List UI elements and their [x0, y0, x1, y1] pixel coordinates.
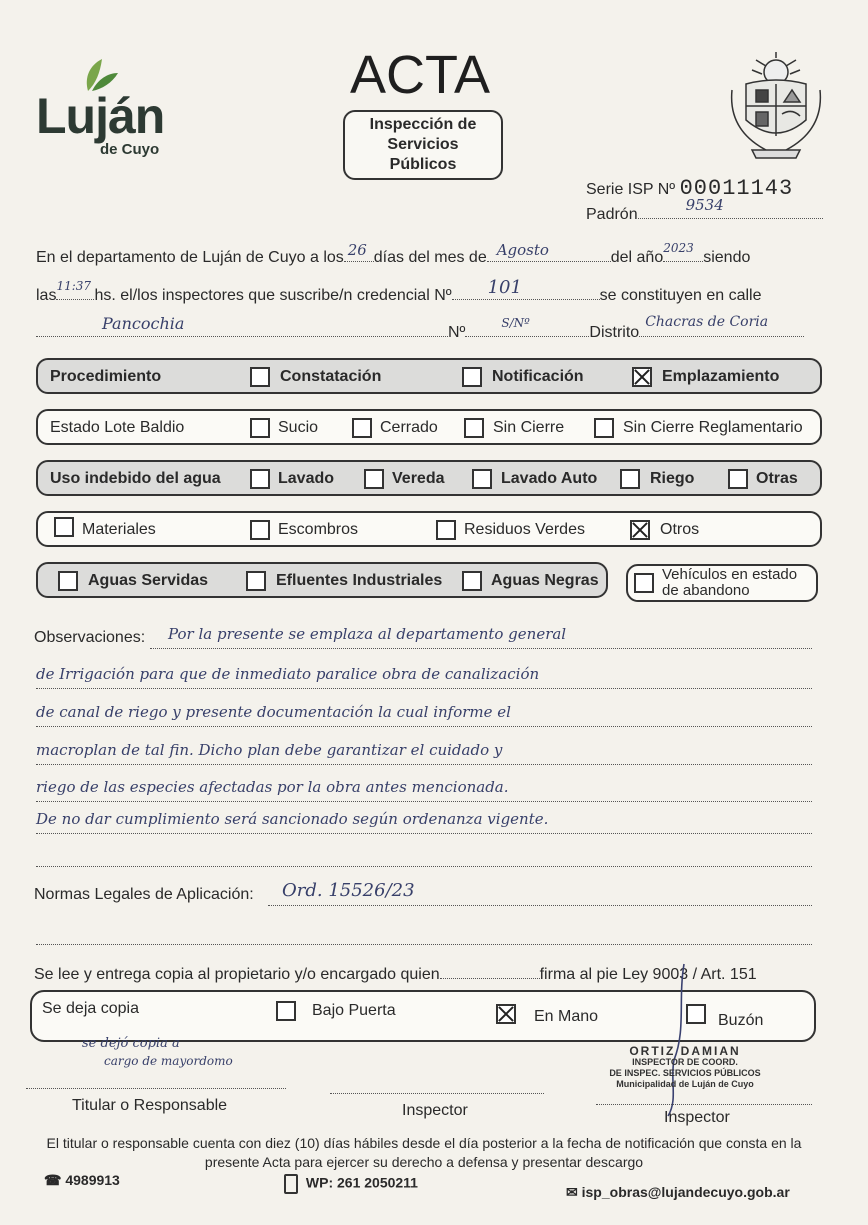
vehiculos-box — [626, 564, 818, 602]
inspector1-label: Inspector — [402, 1102, 468, 1119]
materiales-label: Materiales — [82, 521, 156, 538]
observaciones-label: Observaciones: — [34, 629, 146, 646]
agua-row — [36, 460, 822, 496]
padron-dots — [638, 196, 823, 219]
obs-dotted-line — [36, 866, 812, 867]
entrega-text-b: firma al pie Ley 9003 / Art. 151 — [539, 966, 757, 983]
num-label: Nº — [448, 324, 466, 341]
entrega-dots — [440, 964, 540, 979]
obs-dotted-line — [36, 801, 812, 802]
credencial-value: 101 — [487, 277, 522, 298]
vereda-checkbox[interactable] — [364, 469, 384, 489]
padron-label: Padrón — [586, 206, 638, 223]
otros-label: Otros — [660, 521, 700, 538]
copia-note-line2: cargo de mayordomo — [104, 1054, 233, 1068]
sucio-label: Sucio — [278, 419, 319, 436]
obs-line-1: Por la presente se emplaza al departamento general — [168, 625, 567, 643]
obs-line-5: riego de las especies afectadas por la obra antes mencionada. — [36, 778, 509, 796]
intro-line-3 — [36, 314, 804, 342]
phone-icon: ☎ — [44, 1172, 62, 1188]
signature-scribble-icon — [660, 960, 700, 1120]
stamp-name: ORTIZ DAMIAN — [629, 1044, 741, 1058]
mail-icon: ✉ — [566, 1184, 578, 1200]
num-field — [465, 316, 589, 337]
titular-signature-line — [26, 1088, 286, 1089]
inspector2-label: Inspector — [664, 1109, 730, 1126]
inspector1-signature-line — [330, 1093, 544, 1094]
entrega-line — [34, 964, 757, 984]
buzon-label: Buzón — [718, 1012, 764, 1029]
intro-text-g: se constituyen en calle — [599, 287, 762, 304]
distrito-label: Distrito — [589, 324, 640, 341]
credencial-field — [452, 277, 600, 300]
obs-dotted-line — [36, 726, 812, 727]
efluentes-label: Efluentes Industriales — [276, 572, 443, 589]
procedimiento-label: Procedimiento — [50, 368, 162, 385]
email-address: isp_obras@lujandecuyo.gob.ar — [581, 1184, 790, 1200]
lavado-checkbox[interactable] — [250, 469, 270, 489]
lavado-auto-label: Lavado Auto — [501, 470, 598, 487]
month-value: Agosto — [496, 241, 549, 259]
intro-line-1 — [36, 241, 751, 267]
sucio-checkbox[interactable] — [250, 418, 270, 438]
riego-label: Riego — [650, 470, 695, 487]
year-value: 2023 — [663, 241, 694, 255]
intro-text-b: días del mes de — [373, 249, 487, 266]
en-mano-checkbox[interactable] — [496, 1004, 516, 1024]
aguas-negras-label: Aguas Negras — [491, 572, 599, 589]
obs-dotted-line — [36, 688, 812, 689]
constatacion-label: Constatación — [280, 368, 382, 385]
logo-sub: de Cuyo — [100, 141, 160, 158]
intro-text-a: En el departamento de Luján de Cuyo a los — [36, 249, 344, 266]
padron-value: 9534 — [685, 196, 724, 214]
year-field — [663, 241, 703, 262]
aguas-row — [36, 562, 608, 598]
obs-dotted-line — [36, 833, 812, 834]
serie-number: 00011143 — [679, 176, 794, 201]
distrito-value: Chacras de Coria — [645, 314, 769, 330]
lavado-auto-checkbox[interactable] — [472, 469, 492, 489]
obs-line-3: de canal de riego y presente documentación la cual informe el — [36, 703, 511, 721]
footer-notice: El titular o responsable cuenta con diez (10) días hábiles desde el día posterior a la fecha de notificación que consta en la presente Acta para ejercer su derecho a defensa y presentar descargo — [46, 1135, 802, 1170]
intro-text-f: hs. el/los inspectores que suscribe/n credencial Nº — [94, 287, 452, 304]
lote-row — [36, 409, 822, 445]
sin-cierre-label: Sin Cierre — [493, 419, 565, 436]
mobile-icon — [284, 1174, 298, 1194]
distrito-field — [639, 314, 804, 337]
phone-number: 4989913 — [65, 1172, 120, 1188]
vehiculos-label — [662, 567, 797, 599]
obs-line-2: de Irrigación para que de inmediato paralice obra de canalización — [36, 665, 540, 683]
residuos-verdes-label: Residuos Verdes — [464, 521, 585, 538]
normas-dotted-line — [268, 905, 812, 906]
vehiculos-label-line2: de abandono — [662, 582, 750, 599]
cerrado-checkbox[interactable] — [352, 418, 372, 438]
titular-label: Titular o Responsable — [72, 1097, 228, 1114]
bajo-puerta-label: Bajo Puerta — [312, 1002, 396, 1019]
street-field — [36, 314, 448, 337]
cerrado-label: Cerrado — [380, 419, 438, 436]
street-value: Pancochia — [102, 314, 185, 333]
obs-line-6: De no dar cumplimiento será sancionado según ordenanza vigente. — [36, 810, 549, 828]
aguas-servidas-label: Aguas Servidas — [88, 572, 209, 589]
inspector-stamp — [600, 1046, 770, 1090]
en-mano-label: En Mano — [534, 1008, 599, 1025]
sin-cierre-reglamentario-checkbox[interactable] — [594, 418, 614, 438]
page-title: ACTA — [350, 45, 491, 105]
emplazamiento-checkbox[interactable] — [632, 367, 652, 387]
otros-checkbox[interactable] — [630, 520, 650, 540]
subtitle-line2: Servicios Públicos — [387, 136, 459, 173]
materiales-checkbox[interactable] — [54, 517, 74, 537]
notificacion-label: Notificación — [492, 368, 584, 385]
procedimiento-row — [36, 358, 822, 394]
intro-text-c: del año — [610, 249, 664, 266]
stamp-line3: Municipalidad de Luján de Cuyo — [616, 1079, 754, 1089]
stamp-line2: DE INSPEC. SERVICIOS PÚBLICOS — [609, 1068, 761, 1078]
stamp-line1: INSPECTOR DE COORD. — [632, 1057, 738, 1067]
escombros-label: Escombros — [278, 521, 359, 538]
coat-of-arms-icon — [722, 50, 830, 162]
logo — [36, 55, 166, 165]
obs-line-4: macroplan de tal fin. Dicho plan debe garantizar el cuidado y — [36, 741, 503, 759]
intro-line-2 — [36, 277, 762, 305]
riego-checkbox[interactable] — [620, 469, 640, 489]
hour-field — [56, 279, 94, 300]
notificacion-checkbox[interactable] — [462, 367, 482, 387]
copia-label: Se deja copia — [42, 1000, 139, 1017]
obs-dotted-line — [150, 648, 812, 649]
logo-word: Luján — [36, 88, 165, 144]
month-field — [487, 241, 611, 262]
whatsapp-contact — [284, 1174, 418, 1194]
inspector2-signature-line — [596, 1104, 812, 1105]
copia-note-line1: se dejó copia a — [82, 1036, 180, 1051]
intro-text-e: las — [36, 287, 57, 304]
normas-value: Ord. 15526/23 — [282, 880, 415, 901]
lavado-label: Lavado — [278, 470, 335, 487]
serie-label: Serie ISP Nº — [586, 181, 676, 198]
obs-dotted-line — [36, 764, 812, 765]
vehiculos-checkbox[interactable] — [634, 573, 654, 593]
entrega-text-a: Se lee y entrega copia al propietario y/o encargado quien — [34, 966, 440, 983]
aguas-negras-checkbox[interactable] — [462, 571, 482, 591]
otras-checkbox[interactable] — [728, 469, 748, 489]
intro-text-d: siendo — [703, 249, 751, 266]
padron-row — [586, 196, 823, 224]
hour-value: 11:37 — [56, 279, 92, 293]
sin-cierre-reglamentario-label: Sin Cierre Reglamentario — [623, 419, 803, 436]
phone-contact — [44, 1172, 120, 1189]
agua-label: Uso indebido del agua — [50, 470, 221, 487]
whatsapp-number: WP: 261 2050211 — [305, 1174, 418, 1191]
day-field — [344, 241, 374, 262]
efluentes-checkbox[interactable] — [246, 571, 266, 591]
emplazamiento-label: Emplazamiento — [662, 368, 780, 385]
materiales-row — [36, 511, 822, 547]
aguas-servidas-checkbox[interactable] — [58, 571, 78, 591]
escombros-checkbox[interactable] — [250, 520, 270, 540]
num-value: S/Nº — [501, 316, 530, 330]
normas-dotted-line-2 — [36, 944, 812, 945]
email-contact — [566, 1184, 790, 1201]
constatacion-checkbox[interactable] — [250, 367, 270, 387]
lote-label: Estado Lote Baldio — [50, 419, 185, 436]
residuos-verdes-checkbox[interactable] — [436, 520, 456, 540]
otras-label: Otras — [756, 470, 798, 487]
vereda-label: Vereda — [392, 470, 445, 487]
vehiculos-label-line1: Vehículos en estado — [662, 566, 798, 583]
day-value: 26 — [347, 241, 367, 259]
normas-label: Normas Legales de Aplicación: — [34, 886, 254, 903]
sin-cierre-checkbox[interactable] — [464, 418, 484, 438]
subtitle-box — [343, 110, 503, 180]
bajo-puerta-checkbox[interactable] — [276, 1001, 296, 1021]
subtitle-line1: Inspección de — [369, 116, 477, 133]
